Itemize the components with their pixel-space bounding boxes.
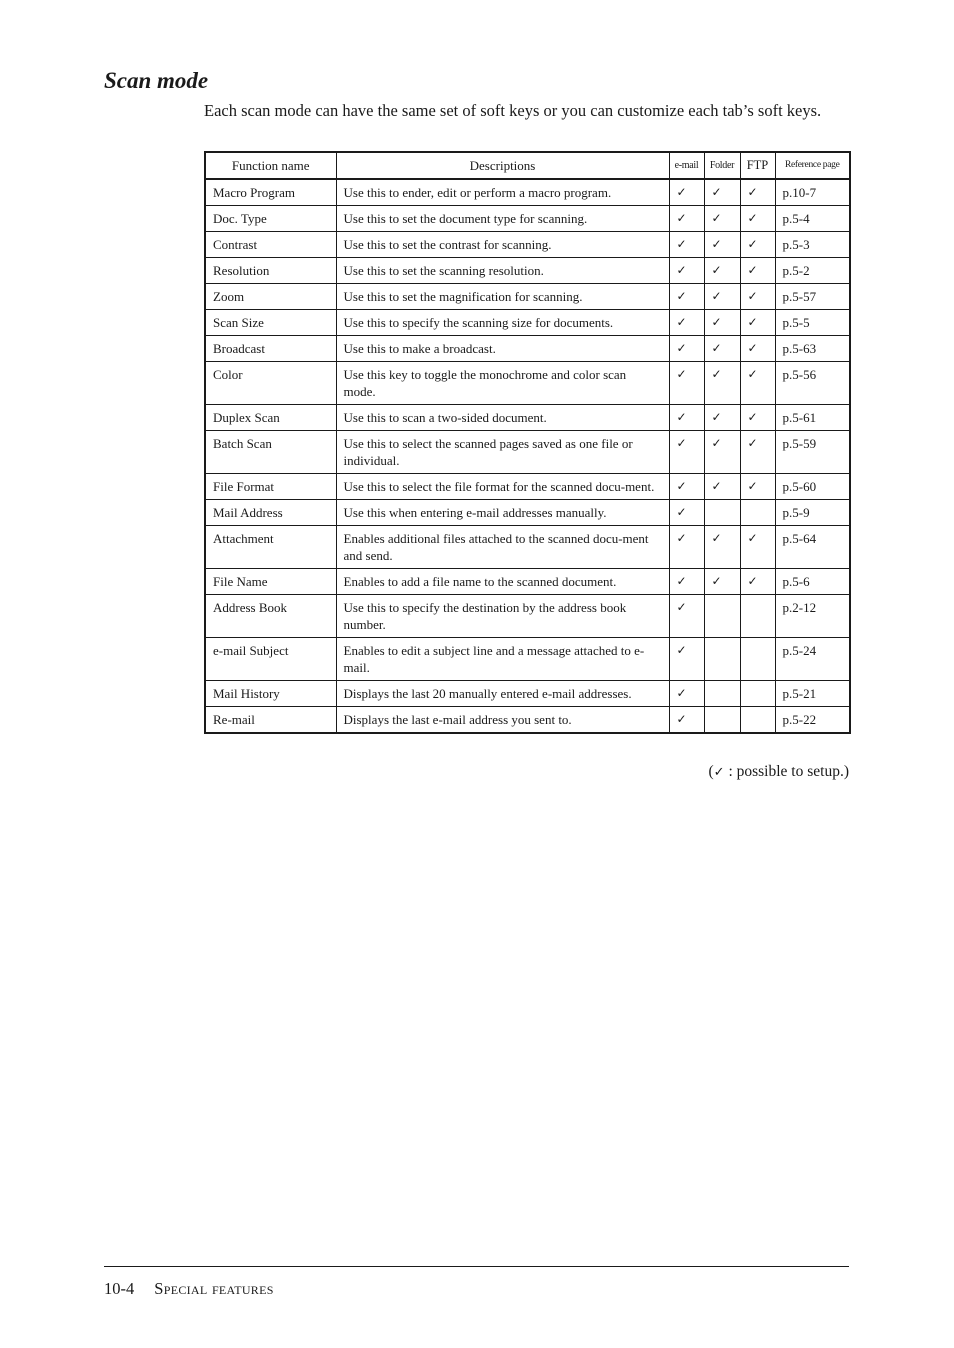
legend-open-paren: ( xyxy=(708,763,714,780)
table-header-row xyxy=(205,152,850,179)
check-icon: ✓ xyxy=(669,595,704,638)
check-icon: ✓ xyxy=(740,431,775,474)
table-row xyxy=(205,284,850,310)
table-row xyxy=(205,258,850,284)
reference-page-cell: p.5-2 xyxy=(775,258,850,284)
reference-page-cell: p.5-63 xyxy=(775,336,850,362)
check-icon: ✓ xyxy=(740,474,775,500)
table-row xyxy=(205,206,850,232)
reference-page-cell: p.5-4 xyxy=(775,206,850,232)
page-number: 10-4 xyxy=(104,1279,135,1298)
function-name-cell: Mail History xyxy=(205,681,336,707)
intro-paragraph: Each scan mode can have the same set of soft keys or you can customize each tab’s soft keys. xyxy=(204,101,822,120)
check-icon: ✓ xyxy=(740,232,775,258)
check-icon: ✓ xyxy=(669,474,704,500)
ftp-check-cell xyxy=(740,638,775,681)
folder-check-cell xyxy=(704,681,740,707)
check-icon: ✓ xyxy=(704,474,740,500)
check-icon: ✓ xyxy=(669,362,704,405)
function-name-cell: e-mail Subject xyxy=(205,638,336,681)
check-icon: ✓ xyxy=(740,258,775,284)
check-icon: ✓ xyxy=(669,638,704,681)
reference-page-cell: p.5-57 xyxy=(775,284,850,310)
header-descriptions: Descriptions xyxy=(336,152,669,179)
check-icon: ✓ xyxy=(704,232,740,258)
ftp-check-cell xyxy=(740,595,775,638)
check-icon: ✓ xyxy=(704,310,740,336)
check-icon: ✓ xyxy=(704,179,740,206)
table-row xyxy=(205,179,850,206)
table-row xyxy=(205,500,850,526)
table-row xyxy=(205,405,850,431)
check-icon: ✓ xyxy=(740,206,775,232)
ftp-check-cell xyxy=(740,681,775,707)
check-icon: ✓ xyxy=(704,526,740,569)
function-name-cell: Address Book xyxy=(205,595,336,638)
check-icon: ✓ xyxy=(740,405,775,431)
table-row xyxy=(205,362,850,405)
header-function-name: Function name xyxy=(205,152,336,179)
description-cell: Use this to select the file format for the scanned docu-ment. xyxy=(336,474,669,500)
reference-page-cell: p.10-7 xyxy=(775,179,850,206)
reference-page-cell: p.5-5 xyxy=(775,310,850,336)
function-name-cell: Macro Program xyxy=(205,179,336,206)
check-icon: ✓ xyxy=(740,526,775,569)
reference-page-cell: p.5-9 xyxy=(775,500,850,526)
check-icon: ✓ xyxy=(669,206,704,232)
check-icon: ✓ xyxy=(704,284,740,310)
function-name-cell: Broadcast xyxy=(205,336,336,362)
description-cell: Use this to set the contrast for scanning. xyxy=(336,232,669,258)
check-icon: ✓ xyxy=(704,362,740,405)
reference-page-cell: p.5-61 xyxy=(775,405,850,431)
check-legend xyxy=(708,763,849,781)
table-row xyxy=(205,232,850,258)
reference-page-cell: p.5-21 xyxy=(775,681,850,707)
table-row xyxy=(205,431,850,474)
check-icon: ✓ xyxy=(704,431,740,474)
description-cell: Use this to specify the destination by the address book number. xyxy=(336,595,669,638)
description-cell: Displays the last e-mail address you sent to. xyxy=(336,707,669,734)
check-icon: ✓ xyxy=(669,336,704,362)
description-cell: Use this to make a broadcast. xyxy=(336,336,669,362)
description-cell: Use this key to toggle the monochrome and color scan mode. xyxy=(336,362,669,405)
check-icon: ✓ xyxy=(740,569,775,595)
table-row xyxy=(205,707,850,734)
folder-check-cell xyxy=(704,500,740,526)
check-icon: ✓ xyxy=(704,405,740,431)
description-cell: Enables to edit a subject line and a message attached to e-mail. xyxy=(336,638,669,681)
function-name-cell: Doc. Type xyxy=(205,206,336,232)
check-icon: ✓ xyxy=(704,336,740,362)
function-name-cell: Batch Scan xyxy=(205,431,336,474)
description-cell: Displays the last 20 manually entered e-mail addresses. xyxy=(336,681,669,707)
check-icon: ✓ xyxy=(669,526,704,569)
check-icon: ✓ xyxy=(669,431,704,474)
reference-page-cell: p.5-56 xyxy=(775,362,850,405)
table-row xyxy=(205,310,850,336)
check-icon: ✓ xyxy=(669,310,704,336)
reference-page-cell: p.5-24 xyxy=(775,638,850,681)
function-name-cell: Duplex Scan xyxy=(205,405,336,431)
check-icon: ✓ xyxy=(740,362,775,405)
function-name-cell: Scan Size xyxy=(205,310,336,336)
page-footer xyxy=(104,1279,274,1299)
reference-page-cell: p.5-22 xyxy=(775,707,850,734)
description-cell: Use this to ender, edit or perform a macro program. xyxy=(336,179,669,206)
check-icon: ✓ xyxy=(669,284,704,310)
scan-mode-function-table xyxy=(204,151,851,734)
description-cell: Use this to specify the scanning size for documents. xyxy=(336,310,669,336)
header-reference-page: Reference page xyxy=(775,152,850,179)
reference-page-cell: p.5-59 xyxy=(775,431,850,474)
check-icon: ✓ xyxy=(704,569,740,595)
reference-page-cell: p.5-64 xyxy=(775,526,850,569)
table-row xyxy=(205,638,850,681)
description-cell: Use this to set the magnification for scanning. xyxy=(336,284,669,310)
function-name-cell: Contrast xyxy=(205,232,336,258)
footer-divider xyxy=(104,1266,849,1267)
table-row xyxy=(205,474,850,500)
description-cell: Use this to select the scanned pages saved as one file or individual. xyxy=(336,431,669,474)
check-icon: ✓ xyxy=(669,232,704,258)
check-icon: ✓ xyxy=(669,405,704,431)
folder-check-cell xyxy=(704,595,740,638)
check-icon: ✓ xyxy=(740,336,775,362)
function-name-cell: Zoom xyxy=(205,284,336,310)
reference-page-cell: p.5-3 xyxy=(775,232,850,258)
check-icon: ✓ xyxy=(669,681,704,707)
check-icon: ✓ xyxy=(740,179,775,206)
function-name-cell: Mail Address xyxy=(205,500,336,526)
table-row xyxy=(205,681,850,707)
description-cell: Enables additional files attached to the scanned docu-ment and send. xyxy=(336,526,669,569)
table-body xyxy=(205,179,850,733)
table-row xyxy=(205,595,850,638)
description-cell: Use this to set the scanning resolution. xyxy=(336,258,669,284)
ftp-check-cell xyxy=(740,707,775,734)
table-row xyxy=(205,526,850,569)
function-name-cell: Color xyxy=(205,362,336,405)
folder-check-cell xyxy=(704,707,740,734)
table-row xyxy=(205,336,850,362)
function-name-cell: Attachment xyxy=(205,526,336,569)
check-icon: ✓ xyxy=(740,310,775,336)
section-title: Special features xyxy=(154,1279,274,1298)
check-icon: ✓ xyxy=(740,284,775,310)
table-row xyxy=(205,569,850,595)
reference-page-cell: p.2-12 xyxy=(775,595,850,638)
check-icon: ✓ xyxy=(713,765,725,780)
header-folder: Folder xyxy=(704,152,740,179)
check-icon: ✓ xyxy=(669,569,704,595)
page-title: Scan mode xyxy=(104,68,209,93)
function-name-cell: File Name xyxy=(205,569,336,595)
function-name-cell: Resolution xyxy=(205,258,336,284)
check-icon: ✓ xyxy=(669,179,704,206)
check-icon: ✓ xyxy=(669,707,704,734)
description-cell: Enables to add a file name to the scanned document. xyxy=(336,569,669,595)
description-cell: Use this when entering e-mail addresses manually. xyxy=(336,500,669,526)
reference-page-cell: p.5-60 xyxy=(775,474,850,500)
description-cell: Use this to scan a two-sided document. xyxy=(336,405,669,431)
function-name-cell: File Format xyxy=(205,474,336,500)
check-icon: ✓ xyxy=(669,258,704,284)
header-email: e-mail xyxy=(669,152,704,179)
header-ftp: FTP xyxy=(740,152,775,179)
ftp-check-cell xyxy=(740,500,775,526)
check-icon: ✓ xyxy=(669,500,704,526)
function-name-cell: Re-mail xyxy=(205,707,336,734)
description-cell: Use this to set the document type for scanning. xyxy=(336,206,669,232)
check-icon: ✓ xyxy=(704,206,740,232)
legend-text: : possible to setup.) xyxy=(724,763,849,780)
reference-page-cell: p.5-6 xyxy=(775,569,850,595)
check-icon: ✓ xyxy=(704,258,740,284)
folder-check-cell xyxy=(704,638,740,681)
